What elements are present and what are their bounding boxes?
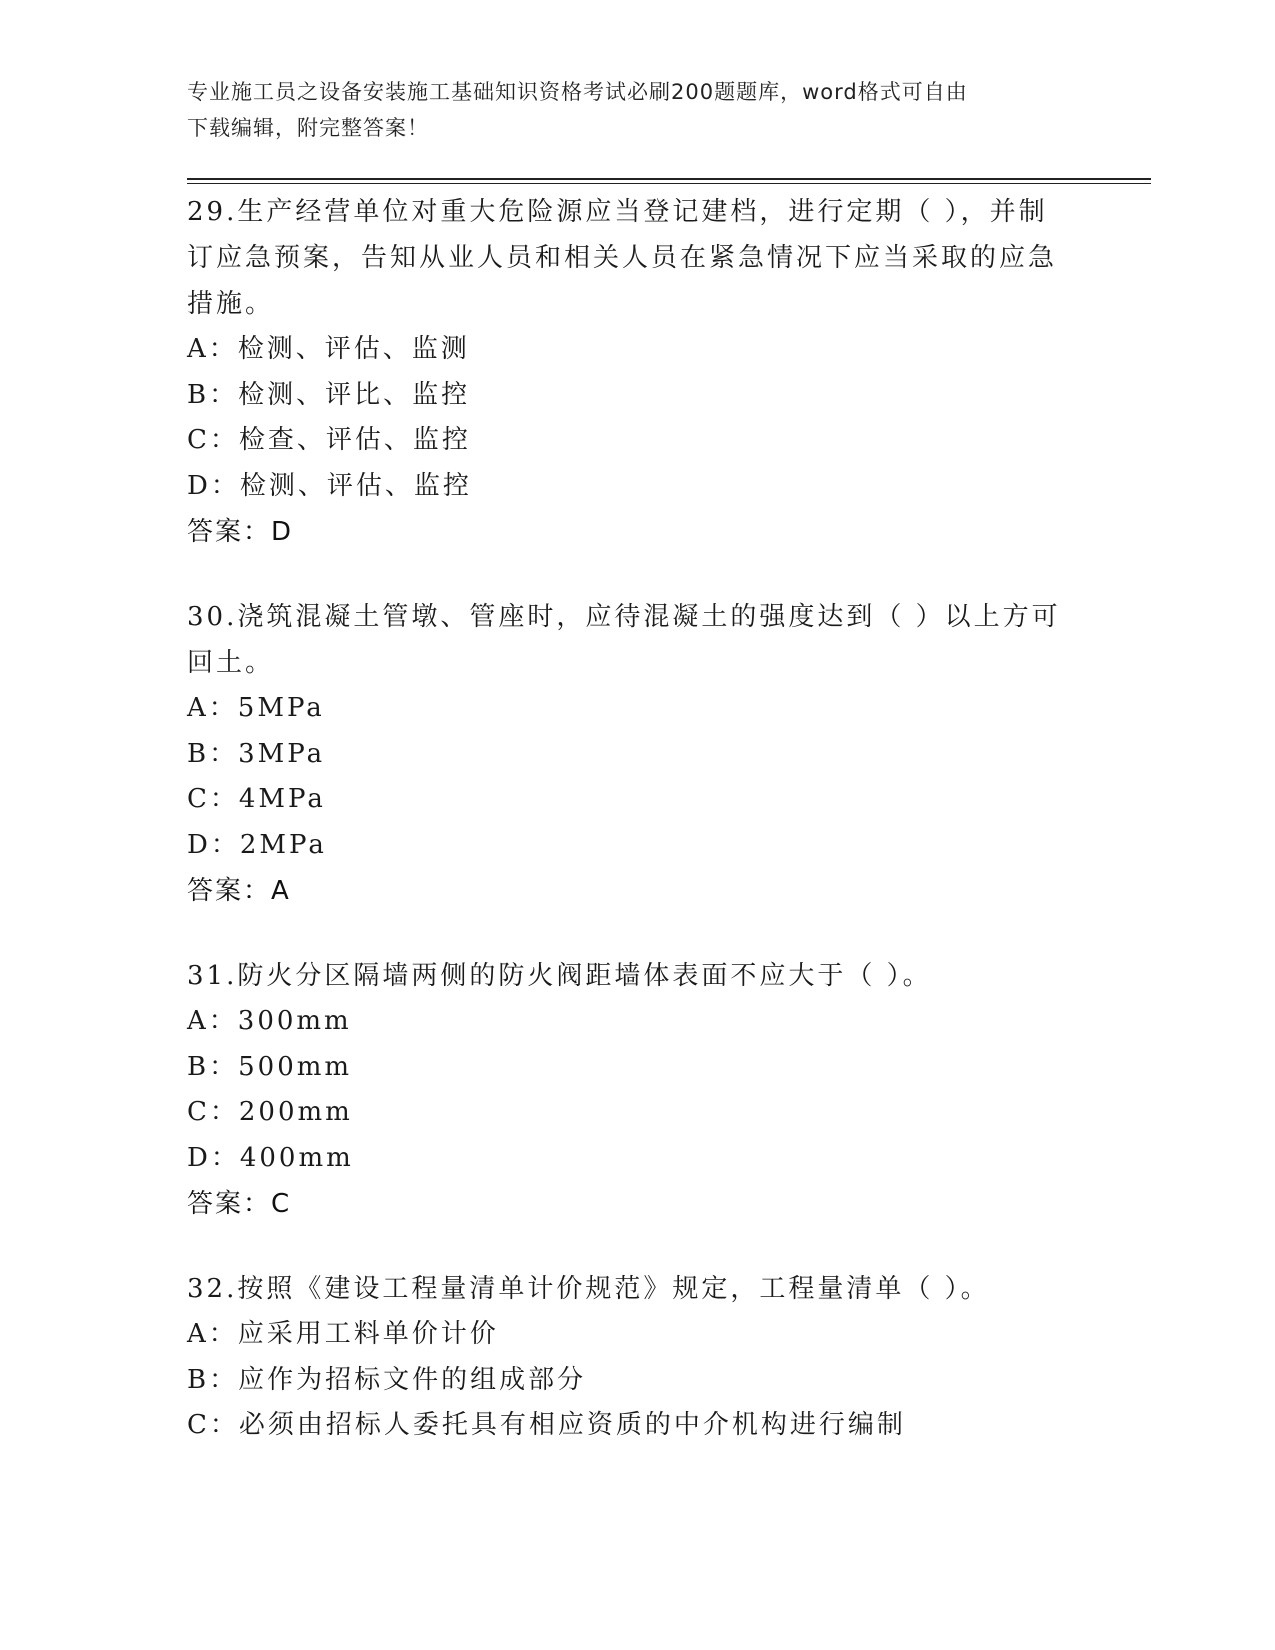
- question-stem-line: 措施。: [187, 289, 275, 319]
- question-stem-line: 回土。: [187, 648, 275, 678]
- header-line-2: 下载编辑，附完整答案！: [187, 116, 429, 140]
- option-a: A：300mm: [187, 1006, 352, 1036]
- option-d: D：2MPa: [187, 829, 327, 860]
- option-c: C：200mm: [187, 1097, 353, 1127]
- question-30: [187, 594, 1067, 914]
- option-c: C：4MPa: [187, 784, 326, 814]
- question-stem-line: 29.生产经营单位对重大危险源应当登记建档，进行定期（ ），并制: [187, 197, 1048, 227]
- option-a: A：5MPa: [187, 693, 325, 723]
- option-b: B：检测、评比、监控: [187, 379, 471, 410]
- option-d: D：400mm: [187, 1142, 354, 1173]
- question-31: [187, 953, 1067, 1227]
- answer-line: 答案：C: [187, 1189, 292, 1219]
- option-b: B：应作为招标文件的组成部分: [187, 1364, 587, 1395]
- question-32: [187, 1266, 1067, 1449]
- header-divider-thick: [187, 178, 1151, 180]
- option-d: D：检测、评估、监控: [187, 470, 472, 501]
- option-b: B：3MPa: [187, 738, 326, 769]
- answer-line: 答案：A: [187, 876, 291, 906]
- question-stem-line: 30.浇筑混凝土管墩、管座时，应待混凝土的强度达到（ ）以上方可: [187, 602, 1061, 632]
- option-a: A：应采用工料单价计价: [187, 1319, 499, 1349]
- option-c: C：检查、评估、监控: [187, 425, 471, 455]
- question-stem-line: 订应急预案，告知从业人员和相关人员在紧急情况下应当采取的应急: [187, 243, 1058, 273]
- answer-line: 答案：D: [187, 517, 294, 547]
- option-c: C：必须由招标人委托具有相应资质的中介机构进行编制: [187, 1410, 906, 1440]
- header-divider-thin: [187, 183, 1151, 184]
- question-list: [187, 189, 1067, 1488]
- header-line-1: 专业施工员之设备安装施工基础知识资格考试必刷200题题库，word格式可自由: [187, 80, 968, 104]
- question-29: [187, 189, 1067, 555]
- question-stem-line: 31.防火分区隔墙两侧的防火阀距墙体表面不应大于（ ）。: [187, 961, 932, 991]
- option-b: B：500mm: [187, 1051, 353, 1082]
- document-header: [187, 74, 1087, 146]
- option-a: A：检测、评估、监测: [187, 334, 470, 364]
- question-stem-line: 32.按照《建设工程量清单计价规范》规定，工程量清单（ ）。: [187, 1274, 990, 1304]
